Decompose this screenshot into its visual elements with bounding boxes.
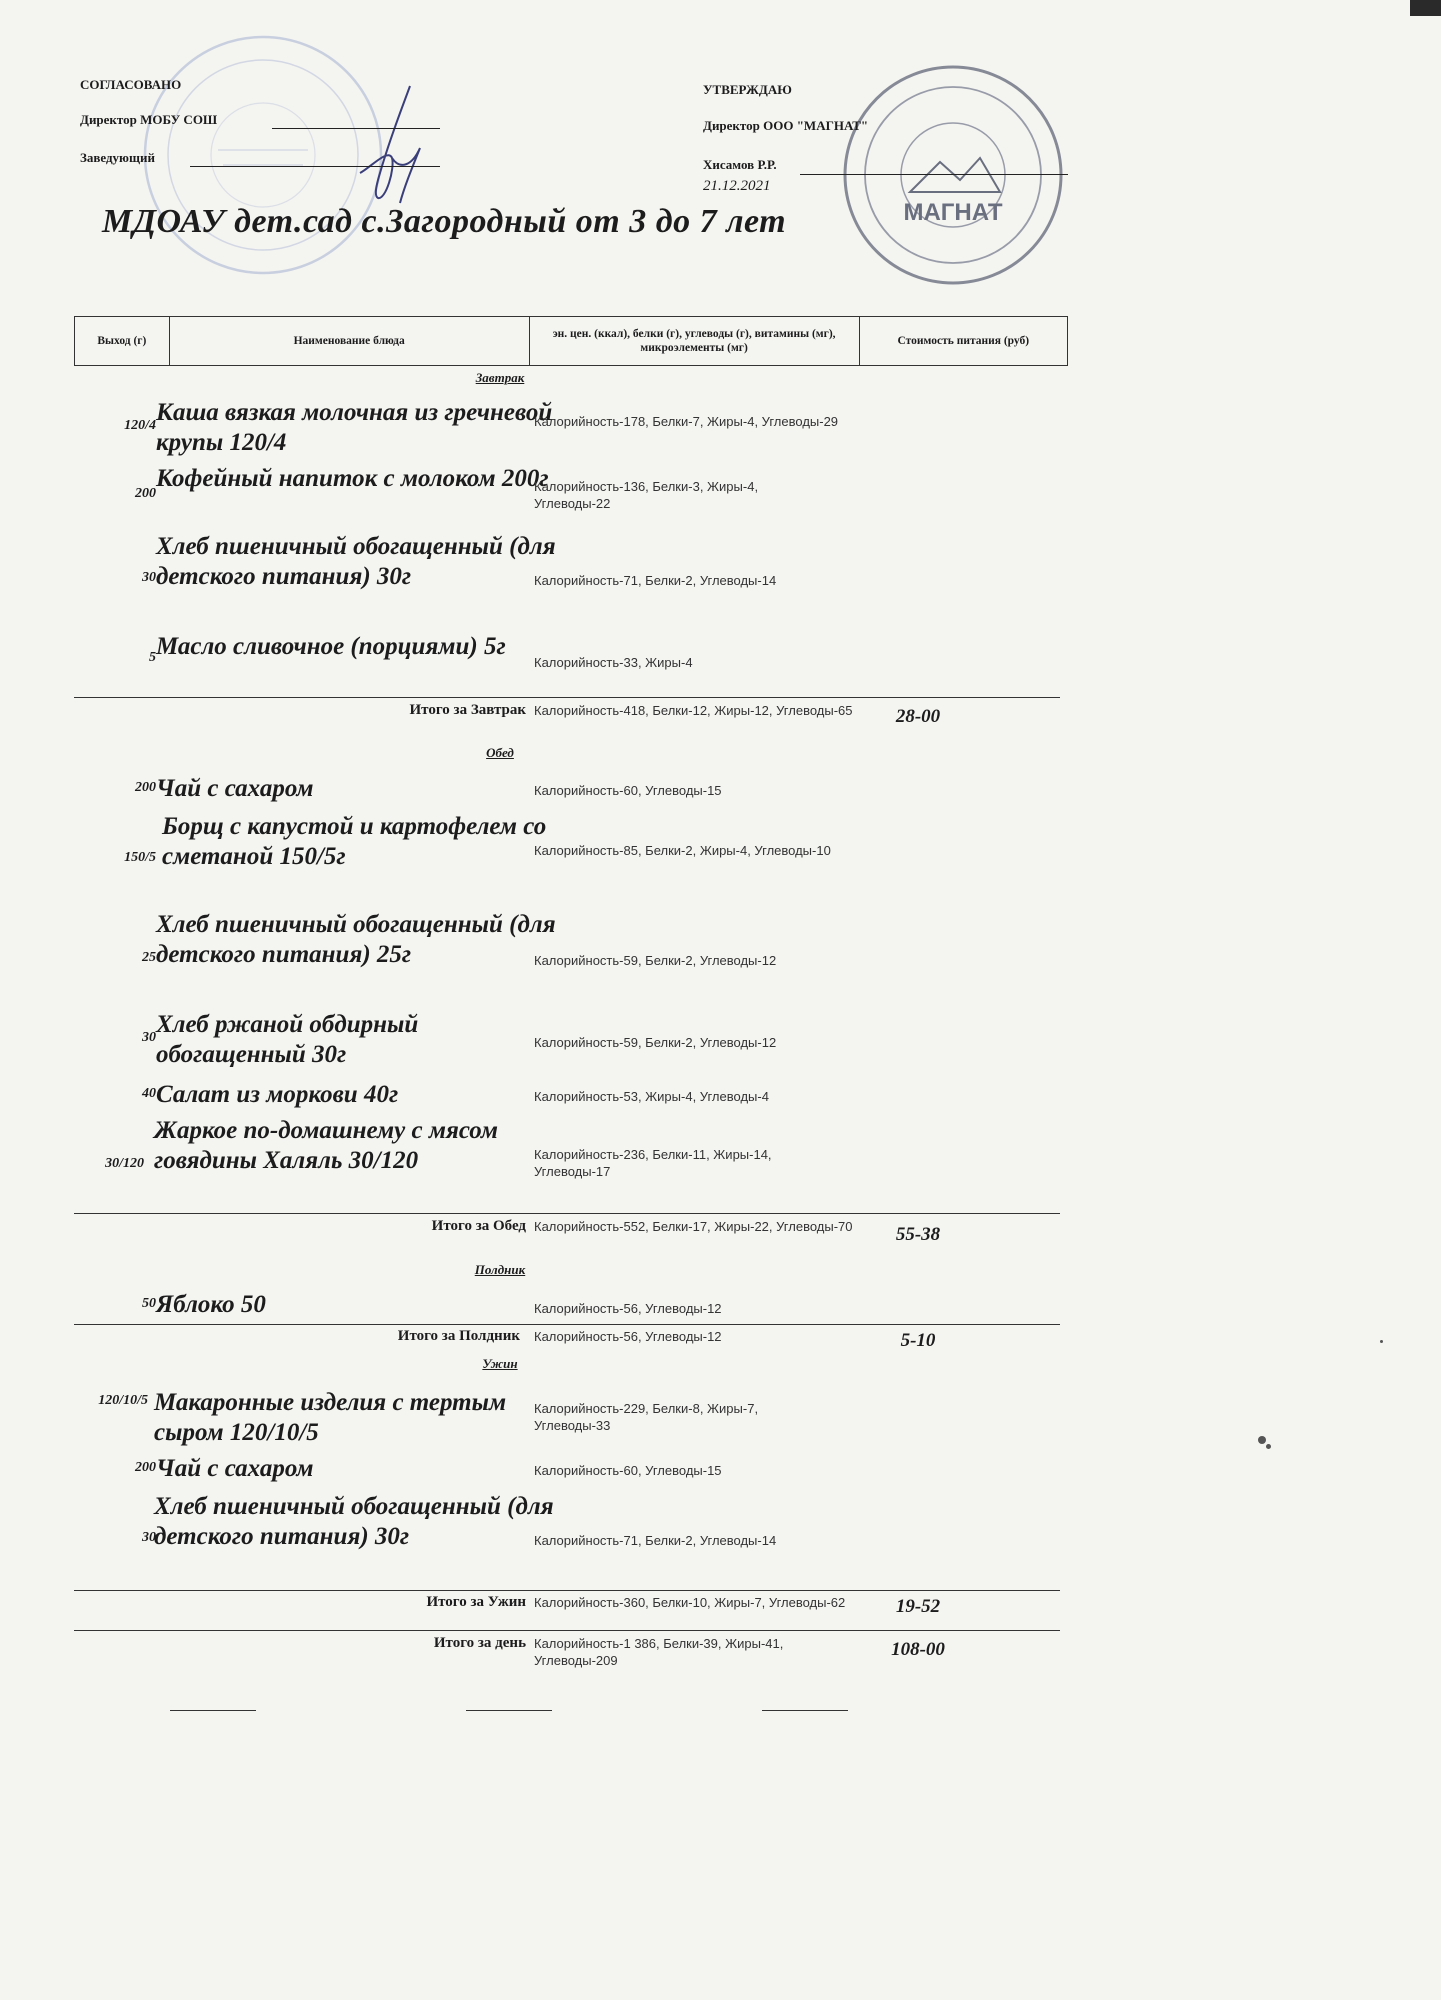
table-row [74,630,1066,692]
table-row [74,772,1066,808]
total-label: Итого за Завтрак [409,702,526,718]
scan-speck [1258,1436,1266,1444]
scan-edge-mark [1410,0,1441,16]
table-row [74,1386,1066,1450]
approve-label: УТВЕРЖДАЮ [703,82,792,97]
total-nutrition: Калорийность-56, Углеводы-12 [534,1329,722,1344]
row-qty: 5 [149,650,156,665]
row-nutrition: Калорийность-236, Белки-11, Жиры-14, Углеводы-17 [534,1147,772,1179]
row-dish: Кофейный напиток с молоком 200г [156,465,549,492]
row-nutrition: Калорийность-60, Углеводы-15 [534,783,722,798]
row-dish: Яблоко 50 [156,1291,266,1318]
row-dish: Хлеб пшеничный обогащенный (для детского питания) 30г [154,1493,554,1550]
col-header-nutrition: эн. цен. (ккал), белки (г), углеводы (г), витамины (мг), микроэлементы (мг) [530,317,860,365]
head-signature-line [190,166,440,167]
total-divider [74,1590,1060,1591]
row-nutrition: Калорийность-136, Белки-3, Жиры-4, Углеводы-22 [534,479,759,511]
row-nutrition: Калорийность-85, Белки-2, Жиры-4, Углеводы-10 [534,843,831,858]
row-dish: Чай с сахаром [156,775,314,802]
row-dish: Жаркое по-домашнему с мясом говядины Халяль 30/120 [154,1117,498,1174]
day-total-divider [74,1630,1060,1631]
table-row [74,1490,1066,1586]
row-dish: Хлеб пшеничный обогащенный (для детского питания) 25г [156,911,556,968]
agreed-label: СОГЛАСОВАНО [80,77,182,92]
total-nutrition: Калорийность-418, Белки-12, Жиры-12, Углеводы-65 [534,703,853,718]
row-qty: 40 [142,1086,156,1101]
company-director-signature-line [800,174,1068,175]
row-nutrition: Калорийность-59, Белки-2, Углеводы-12 [534,1035,777,1050]
row-qty: 200 [135,780,156,795]
scan-speck [1266,1444,1271,1449]
day-total-nutrition: Калорийность-1 386, Белки-39, Жиры-41, Углеводы-209 [534,1636,784,1668]
row-dish: Борщ с капустой и картофелем со сметаной 150/5г [162,813,547,870]
row-qty: 50 [142,1296,156,1311]
row-qty: 120/4 [124,418,156,433]
table-header [74,316,1068,366]
table-row [74,908,1066,1004]
row-nutrition: Калорийность-71, Белки-2, Углеводы-14 [534,573,777,588]
table-row [74,1288,1066,1324]
row-dish: Макаронные изделия с тертым сыром 120/10/5 [154,1389,507,1446]
company-round-seal [840,62,1066,288]
company-director-label: Директор ООО "МАГНАТ" [703,118,869,133]
signature-line [170,1710,256,1711]
row-qty: 120/10/5 [98,1393,148,1408]
row-dish: Салат из моркови 40г [156,1081,399,1108]
total-nutrition: Калорийность-552, Белки-17, Жиры-22, Углеводы-70 [534,1219,853,1234]
section-title-dinner: Ужин [482,1356,518,1371]
row-qty: 30 [142,1030,156,1045]
total-nutrition: Калорийность-360, Белки-10, Жиры-7, Углеводы-62 [534,1595,846,1610]
table-row [74,530,1066,626]
section-title-breakfast: Завтрак [475,370,525,385]
row-qty: 150/5 [124,850,156,865]
row-qty: 30 [142,570,156,585]
row-dish: Чай с сахаром [156,1455,314,1482]
total-divider [74,1213,1060,1214]
total-price: 19-52 [895,1596,941,1617]
signature-line [762,1710,848,1711]
col-header-dish: Наименование блюда [170,317,530,365]
total-row-day [74,1633,1066,1673]
total-divider [74,697,1060,698]
seal-company-name: МАГНАТ [903,199,1003,226]
school-director-label: Директор МОБУ СОШ [80,112,218,127]
total-label: Итого за Обед [431,1218,526,1234]
row-nutrition: Калорийность-60, Углеводы-15 [534,1463,722,1478]
table-row [74,1008,1066,1074]
school-director-signature-line [272,128,440,129]
row-nutrition: Калорийность-178, Белки-7, Жиры-4, Углеводы-29 [534,414,839,429]
row-nutrition: Калорийность-53, Жиры-4, Углеводы-4 [534,1089,769,1104]
row-nutrition: Калорийность-56, Углеводы-12 [534,1301,722,1316]
row-nutrition: Калорийность-229, Белки-8, Жиры-7, Углеводы-33 [534,1401,759,1433]
col-header-qty: Выход (г) [75,317,170,365]
total-price: 55-38 [895,1224,941,1245]
row-dish: Хлеб ржаной обдирный обогащенный 30г [156,1011,419,1068]
signature-line [466,1710,552,1711]
total-row-lunch [74,1216,1066,1256]
head-label: Заведующий [80,150,155,165]
row-qty: 200 [135,486,156,501]
day-total-label: Итого за день [433,1635,526,1651]
table-row [74,810,1066,906]
scan-speck [1380,1340,1383,1343]
table-row [74,1078,1066,1114]
total-label: Итого за Полдник [397,1328,520,1344]
row-nutrition: Калорийность-59, Белки-2, Углеводы-12 [534,953,777,968]
section-title-lunch: Обед [486,745,514,760]
row-dish: Каша вязкая молочная из гречневой крупы 120/4 [156,399,553,456]
page-title: МДОАУ дет.сад с.Загородный от 3 до 7 лет [102,203,787,240]
table-row [74,462,1066,526]
approval-date: 21.12.2021 [703,178,771,194]
total-row-dinner [74,1592,1066,1632]
row-qty: 200 [135,1460,156,1475]
row-qty: 25 [142,950,156,965]
row-nutrition: Калорийность-33, Жиры-4 [534,655,693,670]
total-price: 5-10 [900,1330,936,1351]
row-qty: 30/120 [105,1156,144,1171]
table-row [74,1114,1066,1210]
row-nutrition: Калорийность-71, Белки-2, Углеводы-14 [534,1533,777,1548]
total-label: Итого за Ужин [426,1594,526,1610]
day-total-price: 108-00 [891,1639,945,1660]
row-dish: Хлеб пшеничный обогащенный (для детского питания) 30г [156,533,556,590]
row-qty: 30 [142,1530,156,1545]
total-price: 28-00 [895,706,941,727]
table-row [74,1452,1066,1486]
col-header-price: Стоимость питания (руб) [897,335,1030,347]
total-row-breakfast [74,700,1066,740]
row-dish: Масло сливочное (порциями) 5г [156,633,506,660]
table-row [74,396,1066,462]
director-signature [340,78,450,208]
director-name: Хисамов Р.Р. [703,157,777,172]
total-divider [74,1324,1060,1325]
section-title-snack: Полдник [474,1262,526,1277]
